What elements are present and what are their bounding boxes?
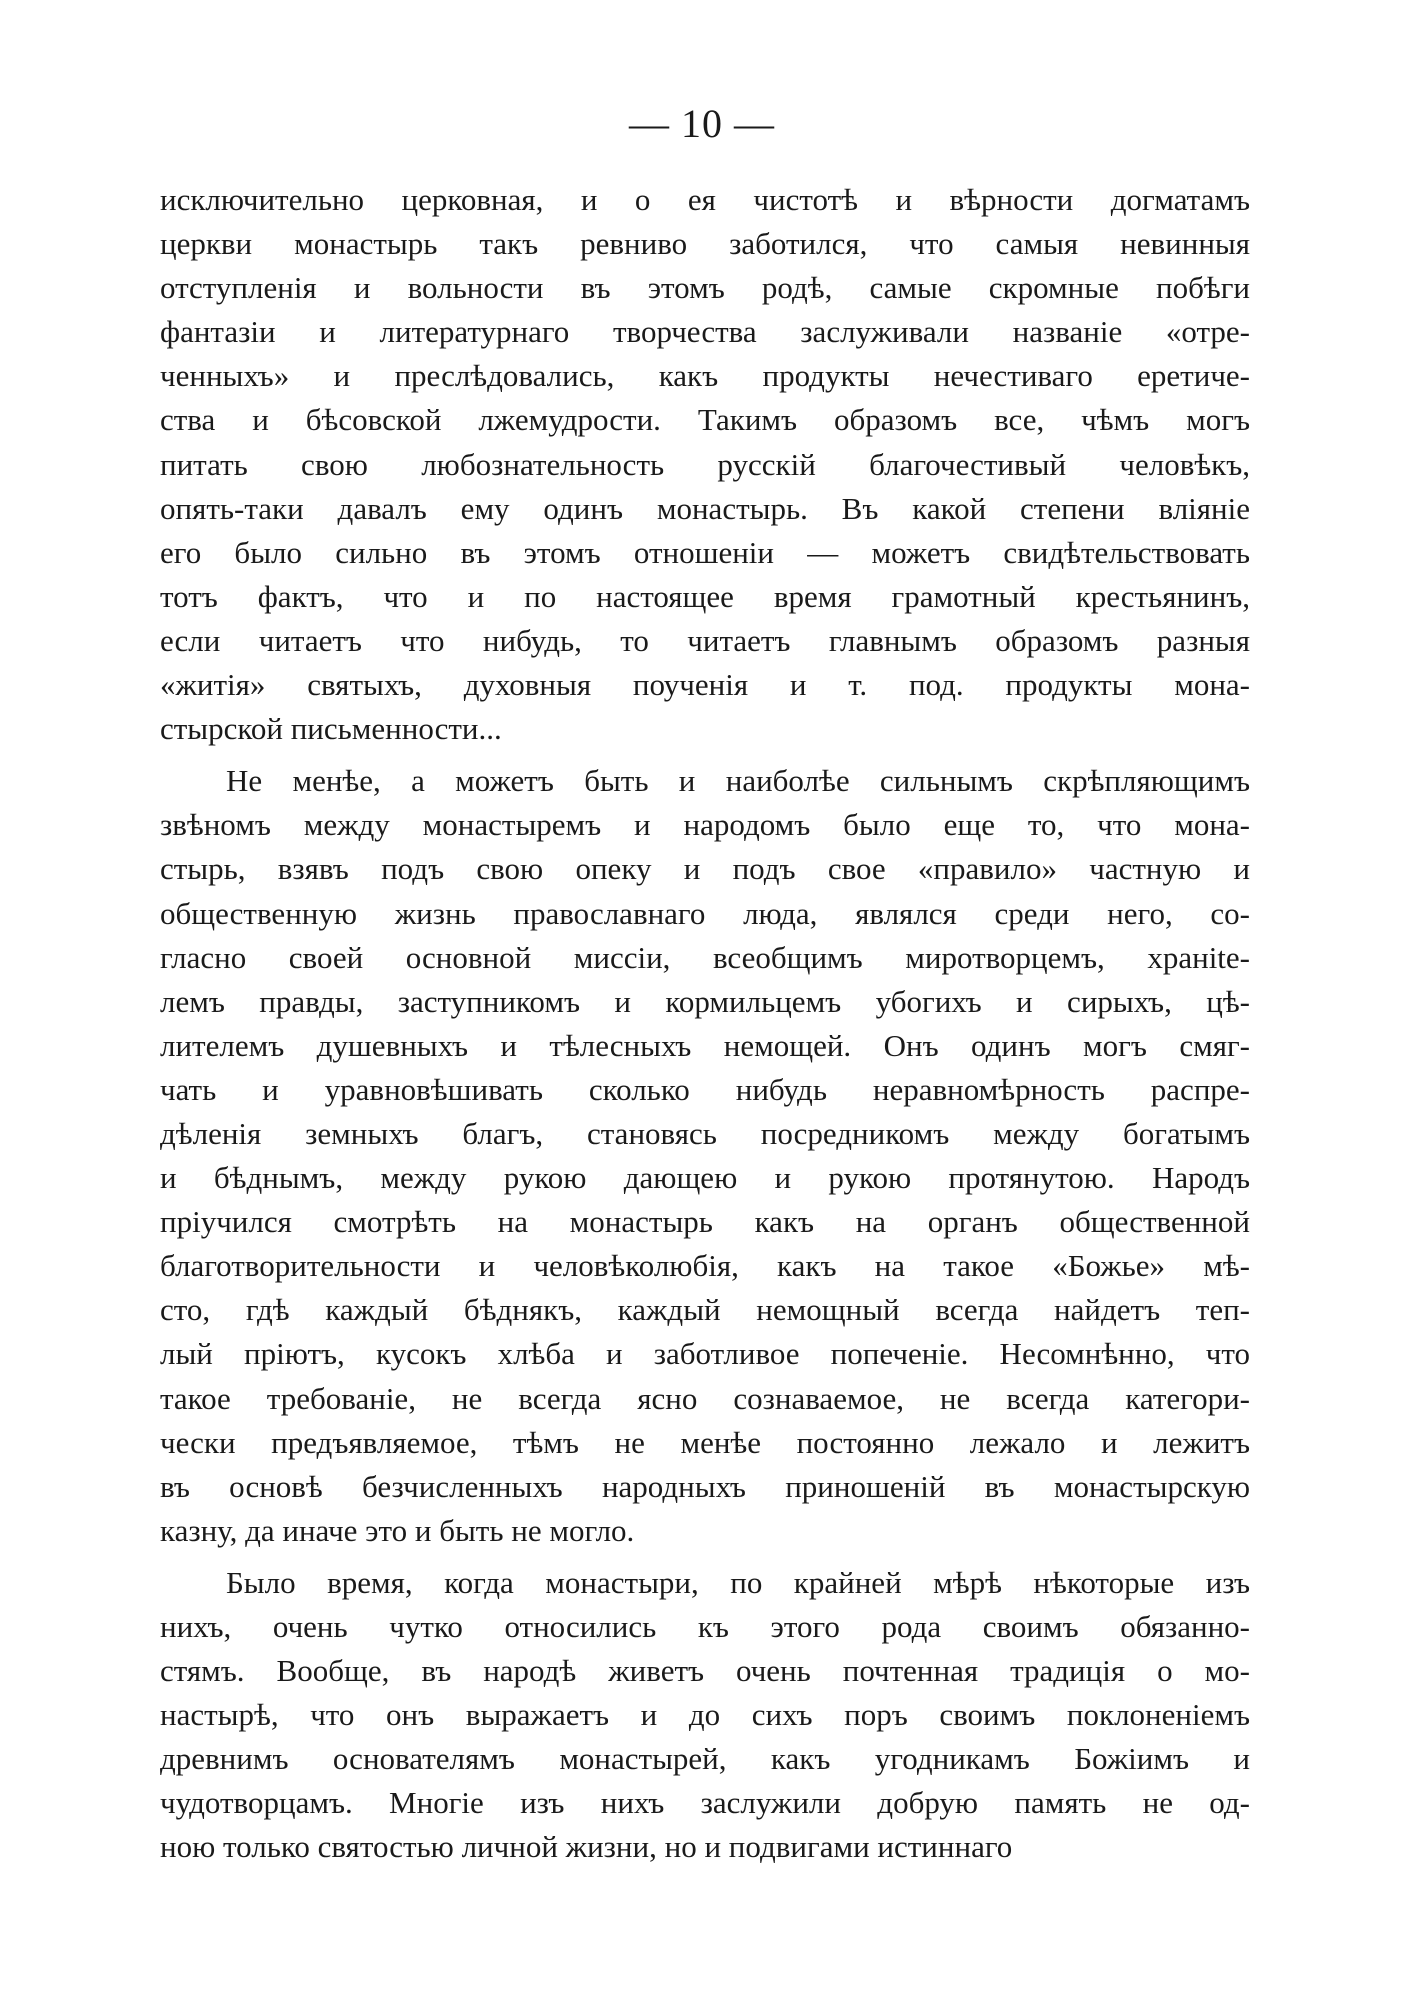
text-line: если читаетъ что нибудь, то читаетъ главнымъ образомъ разныя bbox=[160, 622, 1250, 658]
text-line: Было время, когда монастыри, по крайней мѣрѣ нѣкоторые изъ bbox=[226, 1564, 1250, 1600]
paragraph bbox=[160, 759, 1250, 1553]
text-line: его было сильно въ этомъ отношеніи — можетъ свидѣтельствовать bbox=[160, 534, 1250, 570]
text-line: звѣномъ между монастыремъ и народомъ было еще то, что мона- bbox=[160, 807, 1250, 843]
text-line: ства и бѣсовской лжемудрости. Такимъ образомъ все, чѣмъ могъ bbox=[160, 402, 1250, 438]
text-line: благотворительности и человѣколюбія, какъ на такое «Божье» мѣ- bbox=[160, 1248, 1250, 1284]
body-text bbox=[160, 178, 1250, 1870]
text-line: Не менѣе, а можетъ быть и наиболѣе сильнымъ скрѣпляющимъ bbox=[226, 763, 1250, 799]
text-line: опять-таки давалъ ему одинъ монастырь. Въ какой степени вліяніе bbox=[160, 490, 1250, 526]
text-line: сто, гдѣ каждый бѣднякъ, каждый немощный всегда найдетъ теп- bbox=[160, 1292, 1250, 1328]
text-line: чудотворцамъ. Многіе изъ нихъ заслужили добрую память не од- bbox=[160, 1785, 1250, 1821]
text-line: ченныхъ» и преслѣдовались, какъ продукты нечестиваго еретиче- bbox=[160, 358, 1250, 394]
text-line: чать и уравновѣшивать сколько нибудь неравномѣрность распре- bbox=[160, 1071, 1250, 1107]
text-line: ною только святостью личной жизни, но и подвигами истиннаго bbox=[160, 1829, 1013, 1865]
text-line: церкви монастырь такъ ревниво заботился, что самыя невинныя bbox=[160, 226, 1250, 262]
text-line: въ основѣ безчисленныхъ народныхъ приношеній въ монастырскую bbox=[160, 1468, 1250, 1504]
text-line: лый пріютъ, кусокъ хлѣба и заботливое попеченіе. Несомнѣнно, что bbox=[160, 1336, 1250, 1372]
text-line: стырской письменности... bbox=[160, 711, 502, 747]
text-line: общественную жизнь православнаго люда, являлся среди него, со- bbox=[160, 895, 1250, 931]
text-line: такое требованіе, не всегда ясно сознаваемое, не всегда категори- bbox=[160, 1380, 1250, 1416]
text-line: лемъ правды, заступникомъ и кормильцемъ убогихъ и сирыхъ, цѣ- bbox=[160, 983, 1250, 1019]
text-line: фантазіи и литературнаго творчества заслуживали названіе «отре- bbox=[160, 314, 1250, 350]
text-line: нихъ, очень чутко относились къ этого рода своимъ обязанно- bbox=[160, 1609, 1250, 1644]
text-line: древнимъ основателямъ монастырей, какъ угодникамъ Божіимъ и bbox=[160, 1741, 1250, 1777]
text-line: дѣленія земныхъ благъ, становясь посредникомъ между богатымъ bbox=[160, 1115, 1250, 1151]
text-line: лителемъ душевныхъ и тѣлесныхъ немощей. Онъ одинъ могъ смяг- bbox=[160, 1027, 1250, 1063]
text-line: настырѣ, что онъ выражаетъ и до сихъ поръ своимъ поклоненіемъ bbox=[160, 1697, 1250, 1733]
text-line: пріучился смотрѣть на монастырь какъ на органъ общественной bbox=[160, 1204, 1250, 1240]
text-line: стямъ. Вообще, въ народѣ живетъ очень почтенная традиція о мо- bbox=[160, 1653, 1250, 1689]
text-line: «житія» святыхъ, духовныя поученія и т. под. продукты мона- bbox=[160, 667, 1250, 703]
text-line: казну, да иначе это и быть не могло. bbox=[160, 1512, 635, 1548]
text-line: чески предъявляемое, тѣмъ не менѣе постоянно лежало и лежитъ bbox=[160, 1424, 1250, 1460]
text-line: гласно своей основной миссіи, всеобщимъ миротворцемъ, хранite- bbox=[160, 939, 1250, 975]
text-line: тотъ фактъ, что и по настоящее время грамотный крестьянинъ, bbox=[160, 578, 1250, 614]
paragraph bbox=[160, 178, 1250, 751]
text-line: и бѣднымъ, между рукою дающею и рукою протянутою. Народъ bbox=[160, 1160, 1250, 1196]
text-line: стырь, взявъ подъ свою опеку и подъ свое «правило» частную и bbox=[160, 851, 1250, 887]
page-number: — 10 — bbox=[629, 101, 775, 146]
paragraph bbox=[160, 1561, 1250, 1870]
text-line: исключительно церковная, и о ея чистотѣ и вѣрности догматамъ bbox=[160, 182, 1250, 217]
text-line: питать свою любознательность русскій благочестивый человѣкъ, bbox=[160, 446, 1250, 482]
text-line: отступленія и вольности въ этомъ родѣ, самые скромные побѣги bbox=[160, 270, 1250, 306]
